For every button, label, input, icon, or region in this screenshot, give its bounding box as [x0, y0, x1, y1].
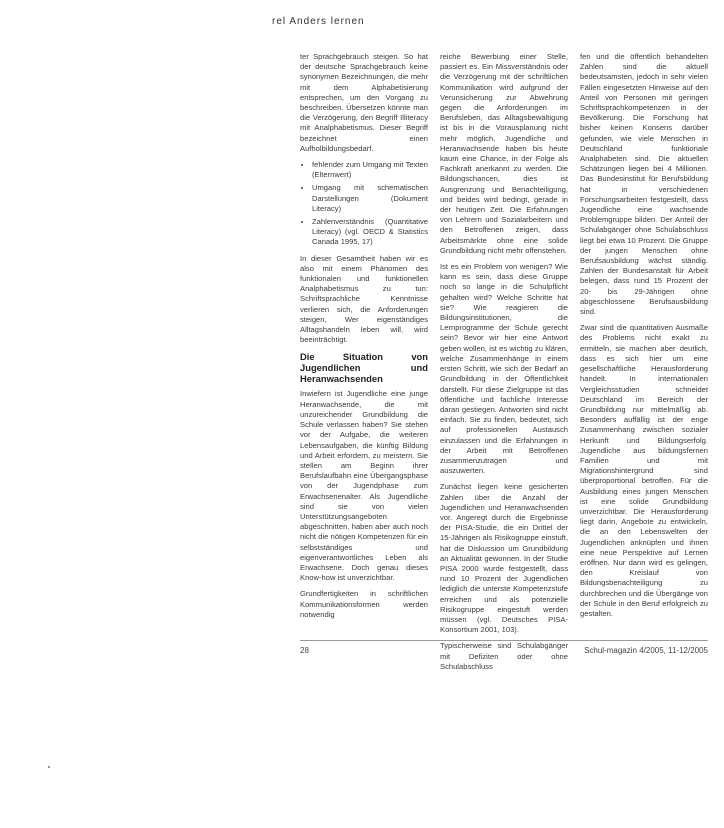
text-column-2 — [440, 52, 568, 678]
paragraph: ter Sprachgebrauch steigen. So hat der deutsche Sprachgebrauch keine synonymen Bezeichnungen, die mehr mit dem Alphabetisierung entsprechen, um den Vorgang zu beschreiben. Übersetzen könnte man die Verzögerung, den Begriff Illiteracy mit Analphabetismus. Dieser Begriff bezeichnet einen Aufholbildungsbedarf. — [300, 52, 428, 153]
paragraph: Zunächst liegen keine gesicherten Zahlen über die Anzahl der Jugendlichen und Heranwachsenden vor. Angeregt durch die Ergebnisse der PISA-Studie, die ein Drittel der 15-Jährigen als Risikogruppe einstuft, hat die Diskussion um Grundbildung an Aktualität gewonnen. In der Studie PISA 2000 wurde festgestellt, dass rund 10 Prozent der Jugendlichen lediglich die unterste Kompetenzstufe erreichen und als potenzielle Risikogruppe eingestuft werden müssen (vgl. Deutsches PISA-Konsortium 2001, 103). — [440, 482, 568, 635]
paragraph: Typischerweise sind Schulabgänger mit Defiziten oder ohne Schulabschluss — [440, 641, 568, 671]
section-heading: Die Situation von Jugendlichen und Heranwachsenden — [300, 351, 428, 385]
paragraph: reiche Bewerbung einer Stelle, passiert es. Ein Missverständnis oder die Verzögerung mit der schriftlichen Kommunikation wird aufgrund der Verunsicherung zur Abwehrung gegen die Anforderungen im Berufsleben, das Alltagsbewältigung ist bis in die Vorausplanung nicht mehr möglich. Jugendliche und Heranwachsende haben bis heute kaum eine Chance, in der Folge als Fachkraft anerkannt zu werden. Die Bildungschancen, dies ist Ausgrenzung und Benachteiligung, und beides wird bedingt, gerade in der heutigen Zeit. Die Erfahrungen von Lehrern und Sozialarbeitern und den Betroffenen zeigen, dass Arbeitsmärkte ohne eine solide Grundbildung nicht mehr offenstehen. — [440, 52, 568, 255]
list-item: • fehlender zum Umgang mit Texten (Elternwert) — [312, 160, 428, 180]
scan-artifact — [48, 766, 50, 768]
running-head: rel Anders lernen — [272, 16, 365, 27]
text-column-1 — [300, 52, 428, 626]
footer-divider — [300, 640, 708, 641]
journal-reference: Schul-magazin 4/2005, 11-12/2005 — [584, 646, 708, 655]
text-column-3 — [580, 52, 708, 625]
list-item: • Umgang mit schematischen Darstellungen (Dokument Literacy) — [312, 183, 428, 214]
paragraph: fen und die öffentlich behandelten Zahlen sind die aktuell bedeutsamsten, jedoch in sehr vielen Fällen eingesetzten Hinweise auf den Anteil von Personen mit geringen Schriftsprachkompetenzen in der Bevölkerung. Die Forschung hat bisher keinen Konsens darüber gefunden, wie viele Menschen in Deutschland funktionale Analphabeten sind. Die aktuellen Schätzungen liegen bei 4 Millionen. Das Bundesinstitut für Berufsbildung hat in verschiedenen Forschungsarbeiten festgestellt, dass Jugendliche eine wachsende Problemgruppe bilden. Der Anteil der Schulabgänger ohne Schulabschluss liegt bei etwa 10 Prozent. Die Gruppe der jungen Menschen ohne Berufsausbildung wächst ständig. Zahlen der Bundesanstalt für Arbeit belegen, dass rund 15 Prozent der 20- bis 29-Jährigen ohne abgeschlossene Berufsausbildung sind. — [580, 52, 708, 317]
bullet-list — [300, 160, 428, 248]
paragraph: Zwar sind die quantitativen Ausmaße des Problems nicht exakt zu ermitteln, sie machen aber deutlich, dass es sich hier um eine gesellschaftliche Herausforderung handelt. In internationalen Vergleichsstudien schneidet Deutschland im Bereich der Grundbildung nur mittelmäßig ab. Besonders auffällig ist der enge Zusammenhang zwischen sozialer Herkunft und Bildungserfolg. Jugendliche aus bildungsfernen Familien und mit Migrationshintergrund sind überproportional betroffen. Für die Ausbildung eines jungen Menschen ist eine solide Grundbildung unverzichtbar. Die Herausforderung liegt darin, Angebote zu entwickeln, die an den Lebenswelten der Jugendlichen anknüpfen und ihnen eine neue Perspektive auf Lernen eröffnen. Nur dann wird es gelingen, den Kreislauf von Bildungsbenachteiligung zu durchbrechen und die Übergänge von der Schule in den Beruf erfolgreich zu gestalten. — [580, 323, 708, 618]
list-item: • Zahlenverständnis (Quantitative Literacy) (vgl. OECD & Statistics Canada 1995, 17) — [312, 217, 428, 248]
paragraph: Inwiefern ist Jugendliche eine junge Heranwachsende, die mit unzureichender Grundbildung die Schule verlassen haben? Sie stehen vor der Aufgabe, die weiteren Lebensaufgaben, die künftig Bildung und Arbeit erfordern, zu meistern. Sie stellen am Beginn ihrer Berufslaufbahn eine Übergangsphase von der Jugendphase zum Erwachsenenalter. Als Jugendliche sind sie von vielen Unterstützungsangeboten abgeschnitten, haben aber auch noch nicht die nötigen Kompetenzen für ein selbstständiges und eigenverantwortliches Leben als Erwachsene. Doch genau dieses Know-how ist unverzichtbar. — [300, 389, 428, 583]
page-number: 28 — [300, 646, 309, 655]
paragraph: Grundfertigkeiten in schriftlichen Kommunikationsformen werden notwendig — [300, 589, 428, 619]
paragraph: In dieser Gesamtheit haben wir es also mit einem Phänomen des funktionalen und funktionellen Analphabetismus zu tun: Schriftsprachliche Kenntnisse verlieren sich, die Anforderungen steigen, Wer eigenständiges Alltagshandeln leben will, wird beeinträchtigt. — [300, 253, 428, 345]
paragraph: Ist es ein Problem von wenigen? Wie kann es sein, dass diese Gruppe noch so lange in die Schulpflicht gehalten wird? Welche Schritte hat sie? Wie reagieren die Bildungsinstitutionen, die Lernprogramme der Schule gerecht sein? Bevor wir hier eine Antwort geben wollen, ist es wichtig zu klären, welche Zusammenhänge in einem ersten Schritt, wie sich der Bedarf an Grundbildung in der Öffentlichkeit darstellt. Für diese Zielgruppe ist das öffentliche und fachliche Interesse daran gestiegen. Antworten sind nicht einfach. Sie zu finden, bedeutet, sich auf professionellen Austausch einzulassen und die Erfahrungen in der Arbeit mit Betroffenen zusammenzutragen und auszuwerten. — [440, 262, 568, 476]
